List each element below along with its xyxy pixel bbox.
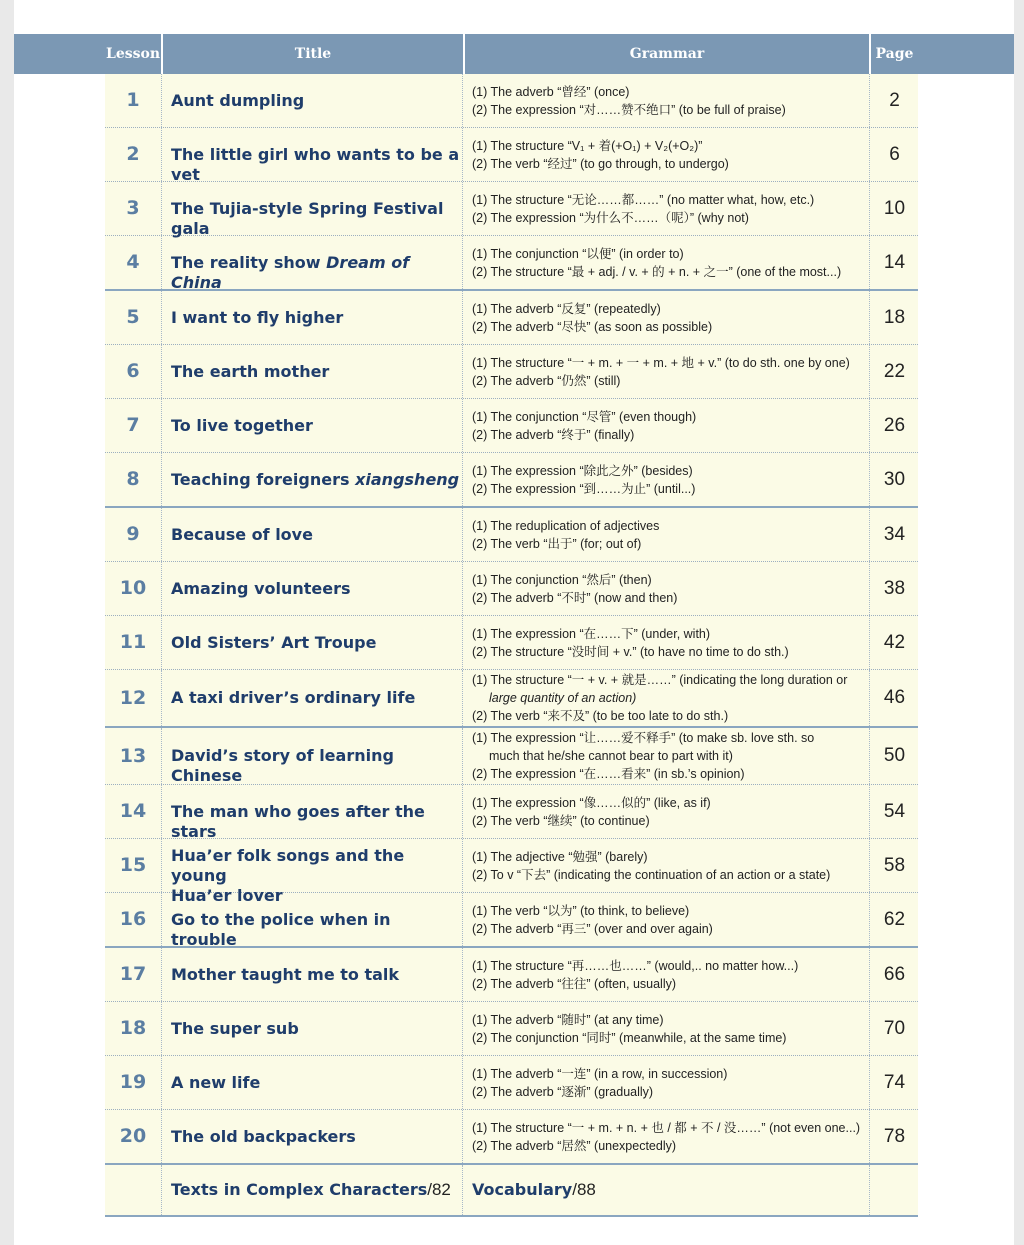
appendix-row (105, 1165, 918, 1217)
table-row (105, 508, 918, 562)
lesson-title-line: To live together (171, 415, 313, 435)
column-divider (462, 616, 463, 669)
lesson-title-line: The little girl who wants to be a vet (171, 144, 460, 184)
table-row (105, 236, 918, 291)
column-divider (869, 562, 870, 615)
table-row (105, 1110, 918, 1165)
table-header (14, 34, 1014, 74)
grammar-notes (472, 300, 872, 336)
column-divider (462, 1056, 463, 1109)
table-row (105, 345, 918, 399)
lesson-title-line: Mother taught me to talk (171, 964, 400, 984)
grammar-notes (472, 517, 872, 553)
lesson-number: 12 (119, 687, 147, 709)
table-row (105, 1056, 918, 1110)
lesson-title-line: The old backpackers (171, 1126, 356, 1146)
grammar-line: (1) The structure “无论……都……” (no matter what, how, etc.) (472, 192, 815, 207)
header-page: Page (875, 46, 914, 62)
grammar-line: large quantity of an action) (489, 691, 637, 705)
lesson-title[interactable] (171, 91, 461, 111)
lesson-title[interactable] (171, 746, 461, 786)
column-divider (161, 508, 162, 561)
grammar-line: (2) The adverb “不时” (now and then) (472, 590, 678, 605)
page-number: 66 (883, 964, 906, 985)
lesson-title-line: The super sub (171, 1018, 299, 1038)
lesson-number: 3 (126, 197, 140, 219)
page-number: 46 (883, 687, 906, 708)
lesson-title[interactable] (171, 525, 461, 545)
grammar-line: (1) The expression “让……爱不释手” (to make sb. love sth. so (472, 731, 815, 745)
column-divider (462, 399, 463, 452)
grammar-line: (1) The structure “V₁ + 着(+O₁) + V₂(+O₂)” (472, 138, 703, 153)
table-row (105, 728, 918, 785)
lesson-title[interactable] (171, 253, 461, 293)
column-divider (462, 1165, 463, 1215)
page-number: 26 (883, 415, 906, 436)
column-divider (462, 893, 463, 946)
lesson-title-line: The reality show Dream of China (171, 252, 410, 292)
column-divider (869, 399, 870, 452)
lesson-number: 7 (126, 414, 140, 436)
column-divider (869, 1110, 870, 1163)
column-divider (161, 128, 162, 181)
lesson-title[interactable] (171, 416, 461, 436)
grammar-line: (1) The expression “除此之外” (besides) (472, 463, 693, 478)
grammar-line: (1) The adjective “勉强” (barely) (472, 849, 648, 864)
table-body (105, 74, 918, 1217)
complex-characters-page: /82 (427, 1180, 451, 1199)
grammar-notes (472, 671, 872, 725)
column-divider (869, 893, 870, 946)
column-divider (161, 291, 162, 344)
column-divider (161, 74, 162, 127)
page-number: 2 (889, 90, 900, 111)
column-divider (161, 948, 162, 1001)
column-divider (462, 562, 463, 615)
lesson-title[interactable] (171, 1127, 461, 1147)
grammar-line: (2) The adverb “再三” (over and over again) (472, 921, 713, 936)
column-divider (869, 1165, 870, 1215)
column-divider (869, 236, 870, 289)
grammar-line: (1) The adverb “曾经” (once) (472, 84, 630, 99)
column-divider (161, 453, 162, 506)
lesson-title-line: Because of love (171, 524, 313, 544)
grammar-line: (2) The expression “到……为止” (until...) (472, 481, 696, 496)
column-divider (462, 182, 463, 235)
page-number: 58 (883, 855, 906, 876)
table-row (105, 670, 918, 728)
column-divider (869, 948, 870, 1001)
table-row (105, 74, 918, 128)
grammar-line: (1) The expression “像……似的” (like, as if) (472, 795, 711, 810)
lesson-title[interactable] (171, 802, 461, 842)
grammar-notes (472, 354, 872, 390)
lesson-title[interactable] (171, 910, 461, 950)
grammar-line: (1) The verb “以为” (to think, to believe) (472, 903, 690, 918)
grammar-notes (472, 794, 872, 830)
grammar-line: (2) The adverb “终于” (finally) (472, 427, 635, 442)
grammar-line: (1) The structure “一 + m. + 一 + m. + 地 + v.” (to do sth. one by one) (472, 355, 850, 370)
column-divider (161, 1165, 162, 1215)
table-row (105, 453, 918, 508)
grammar-line: (2) The adverb “往往” (often, usually) (472, 976, 677, 991)
column-divider (161, 728, 162, 784)
column-divider (462, 345, 463, 398)
grammar-notes (472, 462, 872, 498)
grammar-notes (472, 848, 872, 884)
lesson-title-line: A new life (171, 1072, 261, 1092)
lesson-number: 1 (126, 89, 140, 111)
grammar-line: (2) The conjunction “同时” (meanwhile, at the same time) (472, 1030, 787, 1045)
column-divider (462, 291, 463, 344)
grammar-line: (2) The adverb “仍然” (still) (472, 373, 621, 388)
vocabulary-page: /88 (572, 1180, 596, 1199)
table-row (105, 616, 918, 670)
lesson-number: 20 (119, 1125, 147, 1147)
table-row (105, 1002, 918, 1056)
table-row (105, 291, 918, 345)
column-divider (462, 670, 463, 726)
lesson-number: 16 (119, 908, 147, 930)
column-divider (161, 236, 162, 289)
lesson-number: 4 (126, 251, 140, 273)
column-divider (869, 839, 870, 892)
lesson-title[interactable] (171, 1073, 461, 1093)
grammar-notes (472, 1011, 872, 1047)
grammar-line: (2) The structure “最 + adj. / v. + 的 + n. + 之一” (one of the most...) (472, 264, 842, 279)
grammar-notes (472, 1065, 872, 1101)
column-divider (869, 1056, 870, 1109)
column-divider (161, 1002, 162, 1055)
table-row (105, 562, 918, 616)
lesson-number: 17 (119, 963, 147, 985)
column-divider (462, 74, 463, 127)
grammar-line: (1) The conjunction “以便” (in order to) (472, 246, 684, 261)
page-number: 78 (883, 1126, 906, 1147)
grammar-line: (1) The conjunction “然后” (then) (472, 572, 652, 587)
complex-characters-link[interactable] (171, 1165, 451, 1215)
grammar-line: (1) The adverb “随时” (at any time) (472, 1012, 664, 1027)
column-divider (462, 128, 463, 181)
grammar-line: (2) The adverb “居然” (unexpectedly) (472, 1138, 677, 1153)
lesson-title[interactable] (171, 1019, 461, 1039)
page-number: 14 (883, 252, 906, 273)
column-divider (161, 839, 162, 892)
lesson-title[interactable] (171, 579, 461, 599)
column-divider (869, 508, 870, 561)
grammar-line: (1) The conjunction “尽管” (even though) (472, 409, 697, 424)
lesson-number: 19 (119, 1071, 147, 1093)
lesson-number: 11 (119, 631, 147, 653)
lesson-title[interactable] (171, 145, 461, 185)
column-divider (869, 291, 870, 344)
lesson-number: 5 (126, 306, 140, 328)
grammar-line: (1) The reduplication of adjectives (472, 518, 660, 533)
grammar-line: (2) The structure “没时间 + v.” (to have no time to do sth.) (472, 644, 789, 659)
column-divider (161, 670, 162, 726)
page-number: 38 (883, 578, 906, 599)
header-lesson: Lesson (105, 46, 161, 62)
grammar-line: (2) The verb “出于” (for; out of) (472, 536, 642, 551)
header-title: Title (294, 46, 332, 62)
page-number: 42 (883, 632, 906, 653)
header-grammar: Grammar (629, 46, 705, 62)
grammar-line: (2) The adverb “逐渐” (gradually) (472, 1084, 654, 1099)
table-row (105, 182, 918, 236)
grammar-notes (472, 625, 872, 661)
lesson-number: 18 (119, 1017, 147, 1039)
lesson-title-line: Hua’er lover (171, 885, 283, 905)
grammar-line: (1) The adverb “反复” (repeatedly) (472, 301, 661, 316)
page-number: 34 (883, 524, 906, 545)
lesson-number: 13 (119, 745, 147, 767)
column-divider (161, 785, 162, 838)
column-divider (869, 182, 870, 235)
table-row (105, 785, 918, 839)
page-number: 50 (883, 745, 906, 766)
page-number: 74 (883, 1072, 906, 1093)
column-divider (462, 785, 463, 838)
column-divider (462, 839, 463, 892)
column-divider (869, 785, 870, 838)
grammar-notes (472, 1119, 872, 1155)
grammar-line: (2) The adverb “尽快” (as soon as possible) (472, 319, 713, 334)
column-divider (161, 616, 162, 669)
column-divider (462, 948, 463, 1001)
grammar-line: (1) The expression “在……下” (under, with) (472, 626, 711, 641)
lesson-title-line: David’s story of learning Chinese (171, 746, 394, 785)
page-number: 18 (883, 307, 906, 328)
lesson-title-line: A taxi driver’s ordinary life (171, 688, 416, 707)
document-page (14, 0, 1014, 1245)
grammar-notes (472, 245, 872, 281)
lesson-title-line: Old Sisters’ Art Troupe (171, 632, 377, 652)
column-divider (869, 74, 870, 127)
page-number: 70 (883, 1018, 906, 1039)
column-divider (161, 893, 162, 946)
column-divider (161, 1110, 162, 1163)
column-divider (462, 453, 463, 506)
column-divider (869, 453, 870, 506)
complex-characters-label: Texts in Complex Characters (171, 1180, 428, 1199)
lesson-number: 10 (119, 577, 147, 599)
page-number: 62 (883, 909, 906, 930)
vocabulary-link[interactable] (472, 1165, 596, 1215)
lesson-number: 14 (119, 800, 147, 822)
column-divider (161, 399, 162, 452)
grammar-line: much that he/she cannot bear to part with it) (489, 749, 733, 763)
grammar-line: (2) To v “下去” (indicating the continuation of an action or a state) (472, 867, 831, 882)
page-number: 30 (883, 469, 906, 490)
grammar-line: (1) The adverb “一连” (in a row, in succession) (472, 1066, 728, 1081)
lesson-number: 15 (119, 854, 147, 876)
lesson-number: 2 (126, 143, 140, 165)
page-number: 54 (883, 801, 906, 822)
lesson-title-line: The earth mother (171, 361, 330, 381)
grammar-notes (472, 902, 872, 938)
lesson-title[interactable] (171, 362, 461, 382)
column-divider (869, 728, 870, 784)
column-divider (161, 562, 162, 615)
lesson-title[interactable] (171, 470, 461, 490)
column-divider (161, 182, 162, 235)
column-divider (869, 128, 870, 181)
grammar-line: (1) The structure “一 + m. + n. + 也 / 都 + 不 / 没……” (not even one...) (472, 1120, 861, 1135)
column-divider (462, 1002, 463, 1055)
column-divider (869, 616, 870, 669)
lesson-title[interactable] (171, 688, 461, 708)
column-divider (462, 236, 463, 289)
column-divider (462, 508, 463, 561)
lesson-title[interactable] (171, 633, 461, 653)
column-divider (869, 670, 870, 726)
grammar-line: (2) The expression “对……赞不绝口” (to be full of praise) (472, 102, 786, 117)
lesson-title-line: Aunt dumpling (171, 90, 305, 110)
table-row (105, 839, 918, 905)
table-row (105, 893, 918, 948)
table-row (105, 399, 918, 453)
column-divider (869, 1002, 870, 1055)
grammar-notes (472, 137, 872, 173)
lesson-title-line: Teaching foreigners xiangsheng (171, 469, 460, 489)
lesson-number: 9 (126, 523, 140, 545)
column-divider (869, 345, 870, 398)
lesson-number: 6 (126, 360, 140, 382)
column-divider (161, 1056, 162, 1109)
grammar-notes (472, 83, 872, 119)
page-number: 6 (889, 144, 900, 165)
lesson-title[interactable] (171, 308, 461, 328)
grammar-notes (472, 408, 872, 444)
column-divider (462, 1110, 463, 1163)
lesson-title-line: Go to the police when in trouble (171, 909, 391, 949)
column-divider (462, 728, 463, 784)
lesson-title-line: The Tujia-style Spring Festival gala (171, 198, 444, 238)
lesson-title-line: Amazing volunteers (171, 578, 351, 598)
grammar-notes (472, 729, 872, 783)
column-divider (161, 345, 162, 398)
grammar-line: (1) The structure “再……也……” (would,.. no matter how...) (472, 958, 799, 973)
grammar-line: (1) The structure “一 + v. + 就是……” (indicating the long duration or (472, 673, 848, 687)
lesson-title-line: The man who goes after the stars (171, 801, 425, 841)
grammar-notes (472, 191, 872, 227)
vocabulary-label: Vocabulary (472, 1180, 573, 1199)
grammar-line: (2) The verb “来不及” (to be too late to do sth.) (472, 709, 729, 723)
grammar-line: (2) The expression “为什么不……（呢）” (why not) (472, 210, 749, 225)
table-row (105, 948, 918, 1002)
lesson-title[interactable] (171, 199, 461, 239)
page-number: 10 (883, 198, 906, 219)
page-number: 22 (883, 361, 906, 382)
lesson-title-line: Hua’er folk songs and the young (171, 845, 405, 885)
lesson-title[interactable] (171, 965, 461, 985)
lesson-title-line: I want to fly higher (171, 307, 344, 327)
lesson-number: 8 (126, 468, 140, 490)
table-row (105, 128, 918, 182)
grammar-notes (472, 957, 872, 993)
grammar-line: (2) The verb “继续” (to continue) (472, 813, 650, 828)
grammar-line: (2) The expression “在……看来” (in sb.’s opinion) (472, 767, 745, 781)
grammar-notes (472, 571, 872, 607)
grammar-line: (2) The verb “经过” (to go through, to undergo) (472, 156, 729, 171)
